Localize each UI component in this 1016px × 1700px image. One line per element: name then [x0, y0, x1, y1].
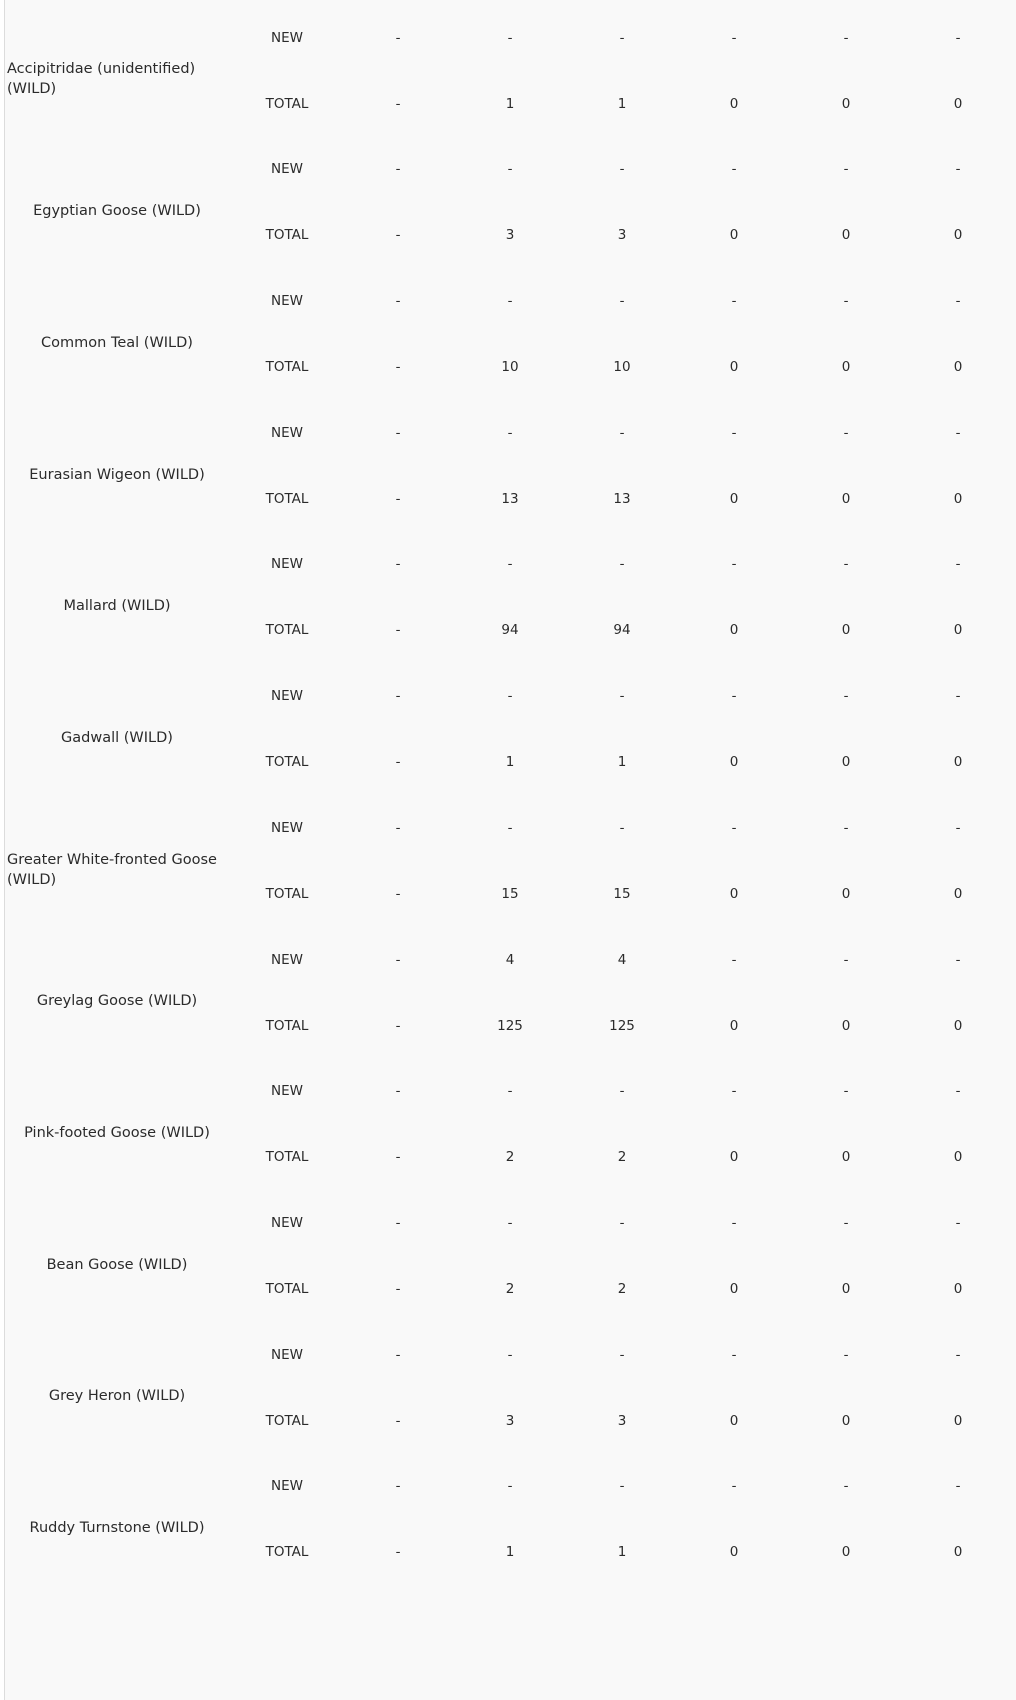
total-label: TOTAL — [265, 1280, 309, 1297]
species-group — [5, 804, 1016, 936]
total-label: TOTAL — [265, 622, 309, 639]
value-cell: - — [843, 819, 849, 836]
value-cell: - — [395, 161, 401, 178]
value-cell: 0 — [953, 359, 963, 376]
value-cell: - — [955, 819, 961, 836]
value-cell: 4 — [505, 951, 515, 968]
total-label: TOTAL — [265, 227, 309, 244]
value-cell: - — [955, 556, 961, 573]
new-row — [5, 1345, 1016, 1365]
value-cell: 1 — [505, 95, 515, 112]
species-name: Accipitridae (unidentified) (WILD) — [7, 61, 196, 98]
value-cell: - — [395, 29, 401, 46]
value-cell: - — [731, 556, 737, 573]
value-cell: - — [507, 29, 513, 46]
total-label: TOTAL — [265, 1412, 309, 1429]
value-cell: - — [395, 227, 401, 244]
new-row — [5, 291, 1016, 311]
species-name: Gadwall (WILD) — [61, 729, 173, 746]
value-cell: - — [395, 754, 401, 771]
species-group — [5, 1462, 1016, 1594]
new-label: NEW — [271, 161, 303, 178]
value-cell: 0 — [841, 1017, 851, 1034]
value-cell: 0 — [841, 490, 851, 507]
value-cell: 0 — [841, 1280, 851, 1297]
value-cell: - — [619, 424, 625, 441]
value-cell: - — [731, 161, 737, 178]
value-cell: 1 — [617, 1544, 627, 1561]
new-row — [5, 554, 1016, 574]
species-group — [5, 1067, 1016, 1199]
value-cell: 13 — [501, 490, 519, 507]
value-cell: 0 — [729, 95, 739, 112]
value-cell: - — [395, 819, 401, 836]
value-cell: 0 — [729, 490, 739, 507]
value-cell: - — [955, 1214, 961, 1231]
value-cell: - — [955, 951, 961, 968]
value-cell: 0 — [841, 359, 851, 376]
value-cell: - — [955, 1083, 961, 1100]
species-group — [5, 145, 1016, 277]
value-cell: 0 — [841, 754, 851, 771]
value-cell: - — [843, 1083, 849, 1100]
value-cell: 1 — [617, 754, 627, 771]
value-cell: 94 — [501, 622, 519, 639]
value-cell: - — [507, 161, 513, 178]
total-label: TOTAL — [265, 359, 309, 376]
total-row — [5, 94, 1016, 114]
value-cell: - — [507, 1214, 513, 1231]
value-cell: 0 — [729, 359, 739, 376]
total-row — [5, 752, 1016, 772]
value-cell: - — [619, 161, 625, 178]
value-cell: - — [843, 29, 849, 46]
value-cell: - — [731, 29, 737, 46]
total-row — [5, 1016, 1016, 1036]
value-cell: - — [395, 1017, 401, 1034]
new-row — [5, 1081, 1016, 1101]
value-cell: - — [843, 293, 849, 310]
species-name: Ruddy Turnstone (WILD) — [29, 1520, 205, 1537]
species-name: Greater White-fronted Goose (WILD) — [7, 851, 217, 888]
value-cell: - — [395, 359, 401, 376]
value-cell: - — [395, 951, 401, 968]
total-label: TOTAL — [265, 490, 309, 507]
total-label: TOTAL — [265, 754, 309, 771]
value-cell: 0 — [841, 227, 851, 244]
value-cell: 15 — [613, 885, 631, 902]
value-cell: - — [395, 1214, 401, 1231]
value-cell: 0 — [729, 885, 739, 902]
value-cell: - — [731, 293, 737, 310]
species-group — [5, 409, 1016, 541]
value-cell: - — [619, 1346, 625, 1363]
value-cell: - — [619, 1478, 625, 1495]
value-cell: - — [395, 1478, 401, 1495]
value-cell: 0 — [729, 1412, 739, 1429]
total-row — [5, 357, 1016, 377]
value-cell: - — [507, 1083, 513, 1100]
total-row — [5, 1542, 1016, 1562]
value-cell: - — [955, 688, 961, 705]
species-name: Grey Heron (WILD) — [48, 1388, 186, 1405]
new-row — [5, 1476, 1016, 1496]
value-cell: 0 — [729, 227, 739, 244]
total-label: TOTAL — [265, 1544, 309, 1561]
value-cell: - — [843, 1214, 849, 1231]
value-cell: - — [955, 1478, 961, 1495]
value-cell: 0 — [953, 754, 963, 771]
value-cell: 0 — [953, 885, 963, 902]
value-cell: - — [955, 424, 961, 441]
value-cell: 0 — [953, 1280, 963, 1297]
value-cell: 0 — [729, 1280, 739, 1297]
value-cell: - — [843, 1346, 849, 1363]
value-cell: 0 — [953, 1149, 963, 1166]
value-cell: - — [395, 1083, 401, 1100]
value-cell: - — [731, 951, 737, 968]
value-cell: - — [395, 490, 401, 507]
value-cell: 125 — [497, 1017, 523, 1034]
new-label: NEW — [271, 1478, 303, 1495]
total-row — [5, 620, 1016, 640]
value-cell: - — [395, 293, 401, 310]
value-cell: 2 — [617, 1280, 627, 1297]
total-row — [5, 1279, 1016, 1299]
value-cell: - — [955, 161, 961, 178]
value-cell: 0 — [729, 1017, 739, 1034]
value-cell: - — [843, 951, 849, 968]
new-label: NEW — [271, 556, 303, 573]
value-cell: 13 — [613, 490, 631, 507]
value-cell: 10 — [613, 359, 631, 376]
new-label: NEW — [271, 951, 303, 968]
value-cell: - — [843, 1478, 849, 1495]
value-cell: 0 — [841, 1149, 851, 1166]
species-group — [5, 672, 1016, 804]
value-cell: - — [395, 556, 401, 573]
value-cell: 94 — [613, 622, 631, 639]
value-cell: 125 — [609, 1017, 635, 1034]
value-cell: - — [619, 688, 625, 705]
value-cell: 0 — [953, 227, 963, 244]
value-cell: 1 — [617, 95, 627, 112]
value-cell: 0 — [729, 1544, 739, 1561]
new-label: NEW — [271, 1346, 303, 1363]
value-cell: - — [619, 29, 625, 46]
value-cell: - — [619, 819, 625, 836]
value-cell: - — [843, 556, 849, 573]
value-cell: 0 — [953, 490, 963, 507]
value-cell: 10 — [501, 359, 519, 376]
species-group — [5, 540, 1016, 672]
value-cell: - — [731, 819, 737, 836]
value-cell: - — [507, 1478, 513, 1495]
value-cell: - — [619, 1083, 625, 1100]
species-group — [5, 1199, 1016, 1331]
value-cell: 0 — [953, 622, 963, 639]
new-label: NEW — [271, 29, 303, 46]
value-cell: 15 — [501, 885, 519, 902]
value-cell: - — [395, 1149, 401, 1166]
value-cell: - — [731, 688, 737, 705]
total-row — [5, 884, 1016, 904]
value-cell: - — [395, 1346, 401, 1363]
new-row — [5, 950, 1016, 970]
new-row — [5, 28, 1016, 48]
value-cell: - — [507, 819, 513, 836]
value-cell: - — [731, 1083, 737, 1100]
value-cell: 3 — [505, 227, 515, 244]
value-cell: - — [395, 1280, 401, 1297]
new-label: NEW — [271, 1083, 303, 1100]
value-cell: 0 — [953, 95, 963, 112]
new-row — [5, 818, 1016, 838]
value-cell: 3 — [617, 1412, 627, 1429]
new-row — [5, 159, 1016, 179]
value-cell: - — [395, 885, 401, 902]
value-cell: 0 — [953, 1412, 963, 1429]
value-cell: - — [619, 1214, 625, 1231]
total-label: TOTAL — [265, 95, 309, 112]
total-row — [5, 1411, 1016, 1431]
species-name: Egyptian Goose (WILD) — [33, 203, 201, 220]
total-label: TOTAL — [265, 885, 309, 902]
new-label: NEW — [271, 293, 303, 310]
value-cell: 2 — [505, 1280, 515, 1297]
value-cell: 1 — [505, 1544, 515, 1561]
value-cell: 3 — [505, 1412, 515, 1429]
species-name: Common Teal (WILD) — [41, 334, 193, 351]
value-cell: - — [731, 1478, 737, 1495]
species-name: Mallard (WILD) — [63, 598, 171, 615]
species-name: Pink-footed Goose (WILD) — [24, 1124, 210, 1141]
value-cell: 0 — [729, 754, 739, 771]
value-cell: - — [843, 688, 849, 705]
species-group — [5, 277, 1016, 409]
value-cell: - — [507, 688, 513, 705]
total-label: TOTAL — [265, 1017, 309, 1034]
value-cell: - — [955, 1346, 961, 1363]
value-cell: - — [395, 95, 401, 112]
species-table — [5, 0, 1016, 1594]
new-label: NEW — [271, 688, 303, 705]
species-name: Eurasian Wigeon (WILD) — [29, 466, 205, 483]
new-row — [5, 423, 1016, 443]
value-cell: - — [395, 688, 401, 705]
value-cell: 0 — [953, 1544, 963, 1561]
value-cell: 0 — [841, 885, 851, 902]
value-cell: - — [507, 424, 513, 441]
species-group — [5, 14, 1016, 146]
species-group — [5, 936, 1016, 1068]
value-cell: - — [507, 1346, 513, 1363]
value-cell: 2 — [617, 1149, 627, 1166]
value-cell: - — [395, 1544, 401, 1561]
value-cell: 0 — [729, 622, 739, 639]
value-cell: - — [395, 424, 401, 441]
value-cell: - — [955, 29, 961, 46]
value-cell: 2 — [505, 1149, 515, 1166]
species-group — [5, 0, 1016, 14]
value-cell: 0 — [841, 1412, 851, 1429]
value-cell: - — [395, 622, 401, 639]
value-cell: - — [731, 1214, 737, 1231]
value-cell: - — [507, 556, 513, 573]
value-cell: - — [843, 161, 849, 178]
total-row — [5, 225, 1016, 245]
value-cell: 0 — [841, 622, 851, 639]
new-label: NEW — [271, 424, 303, 441]
value-cell: 0 — [953, 1017, 963, 1034]
value-cell: 0 — [841, 95, 851, 112]
value-cell: - — [843, 424, 849, 441]
outbreak-table-panel — [4, 0, 1016, 1700]
total-row — [5, 489, 1016, 509]
value-cell: - — [955, 293, 961, 310]
total-label: TOTAL — [265, 1149, 309, 1166]
value-cell: - — [619, 556, 625, 573]
new-label: NEW — [271, 819, 303, 836]
value-cell: - — [731, 1346, 737, 1363]
new-row — [5, 686, 1016, 706]
value-cell: 0 — [729, 1149, 739, 1166]
value-cell: - — [507, 293, 513, 310]
value-cell: 3 — [617, 227, 627, 244]
value-cell: 1 — [505, 754, 515, 771]
value-cell: 0 — [841, 1544, 851, 1561]
total-row — [5, 1147, 1016, 1167]
species-group — [5, 1331, 1016, 1463]
species-name: Bean Goose (WILD) — [46, 1256, 188, 1273]
species-name: Greylag Goose (WILD) — [36, 993, 198, 1010]
value-cell: 4 — [617, 951, 627, 968]
new-label: NEW — [271, 1214, 303, 1231]
value-cell: - — [619, 293, 625, 310]
new-row — [5, 1213, 1016, 1233]
value-cell: - — [395, 1412, 401, 1429]
value-cell: - — [731, 424, 737, 441]
